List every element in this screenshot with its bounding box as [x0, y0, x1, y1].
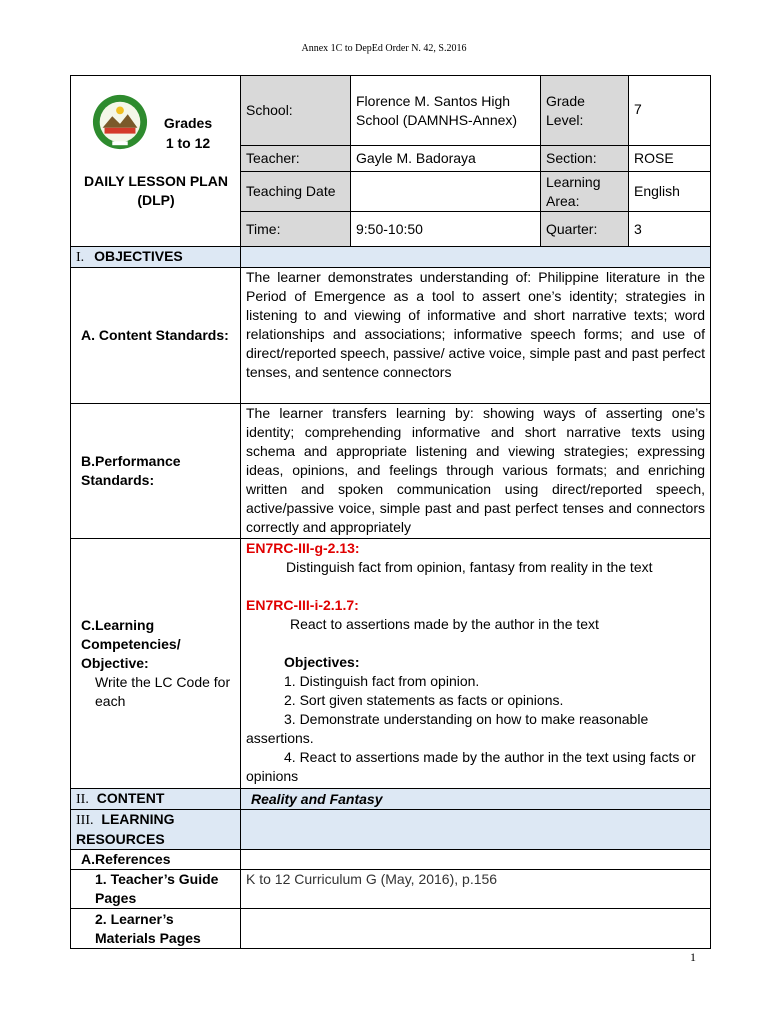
section-label: Section: [541, 146, 629, 172]
lc-code-note: Write the LC Code for each [95, 674, 231, 709]
section-value: ROSE [629, 146, 711, 172]
teacher-value: Gayle M. Badoraya [351, 146, 541, 172]
content-standards-label: A. Content Standards: [71, 268, 241, 404]
performance-standards-text: The learner transfers learning by: showing ways of asserting one’s identity; comprehending informative and short narrative texts using schema and appropriate listening and viewing strategies; expressing ideas, opinions, and feelings through various formats; and enriching written and spoken communication using direct/reported speech, active/passive voice, simple past and past perfect tenses and connectors correctly and appropriately [241, 404, 711, 539]
objective-4: 4. React to assertions made by the author in the text using facts or opinions [246, 749, 696, 784]
time-value: 9:50-10:50 [351, 212, 541, 247]
daily-lesson-plan-table [70, 75, 711, 949]
objectives-subheading: Objectives: [284, 654, 360, 670]
school-value: Florence M. Santos High School (DAMNHS-Annex) [351, 76, 541, 146]
time-label: Time: [241, 212, 351, 247]
learning-competencies-cell [71, 539, 241, 789]
teaching-date-label: Teaching Date [241, 172, 351, 212]
grades-label: Grades 1 to 12 [163, 115, 213, 151]
teaching-date-value [351, 172, 541, 212]
teacher-label: Teacher: [241, 146, 351, 172]
grade-level-value: 7 [629, 76, 711, 146]
learning-area-label: Learning Area: [541, 172, 629, 212]
page-number: 1 [690, 950, 696, 964]
lc-code-2: EN7RC-III-i-2.1.7: [246, 597, 359, 613]
grade-level-label: Grade Level: [541, 76, 629, 146]
content-topic: Reality and Fantasy [241, 789, 711, 810]
quarter-value: 3 [629, 212, 711, 247]
learning-competencies-label: C.Learning Competencies/ Objective: [81, 617, 181, 671]
header-branding [71, 76, 241, 247]
quarter-label: Quarter: [541, 212, 629, 247]
learning-resources-heading: III. LEARNING RESOURCES [71, 810, 241, 850]
content-standards-text: The learner demonstrates understanding of: Philippine literature in the Period of Emergence as a tool to assert one’s identity; strategies in listening to and viewing of informative and short narrative texts; word relationships and associations; informative speech forms; and use of direct/reported speech, passive/ active voice, simple past and past perfect tenses, and sentence connectors [241, 268, 711, 404]
learning-competencies-content [241, 539, 711, 789]
school-seal-icon [91, 93, 149, 151]
objective-3: 3. Demonstrate understanding on how to make reasonable assertions. [246, 711, 649, 746]
lc-code-1-text: Distinguish fact from opinion, fantasy from reality in the text [286, 559, 653, 575]
references-label: A.References [71, 850, 241, 870]
content-heading: II. CONTENT [71, 789, 241, 810]
learning-area-value: English [629, 172, 711, 212]
objectives-heading: I. OBJECTIVES [71, 247, 241, 268]
objective-1: 1. Distinguish fact from opinion. [284, 673, 480, 689]
teachers-guide-value: K to 12 Curriculum G (May, 2016), p.156 [241, 870, 711, 909]
annex-header: Annex 1C to DepEd Order N. 42, S.2016 [301, 43, 467, 54]
dlp-title: DAILY LESSON PLAN (DLP) [84, 173, 228, 208]
school-label: School: [241, 76, 351, 146]
performance-standards-label: B.Performance Standards: [71, 404, 241, 539]
teachers-guide-label: 1. Teacher’s Guide Pages [71, 870, 241, 909]
lc-code-1: EN7RC-III-g-2.13: [246, 540, 360, 556]
objective-2: 2. Sort given statements as facts or opinions. [284, 692, 564, 708]
learners-materials-label: 2. Learner’s Materials Pages [71, 909, 241, 949]
lc-code-2-text: React to assertions made by the author in the text [290, 616, 599, 632]
learners-materials-value [241, 909, 711, 949]
